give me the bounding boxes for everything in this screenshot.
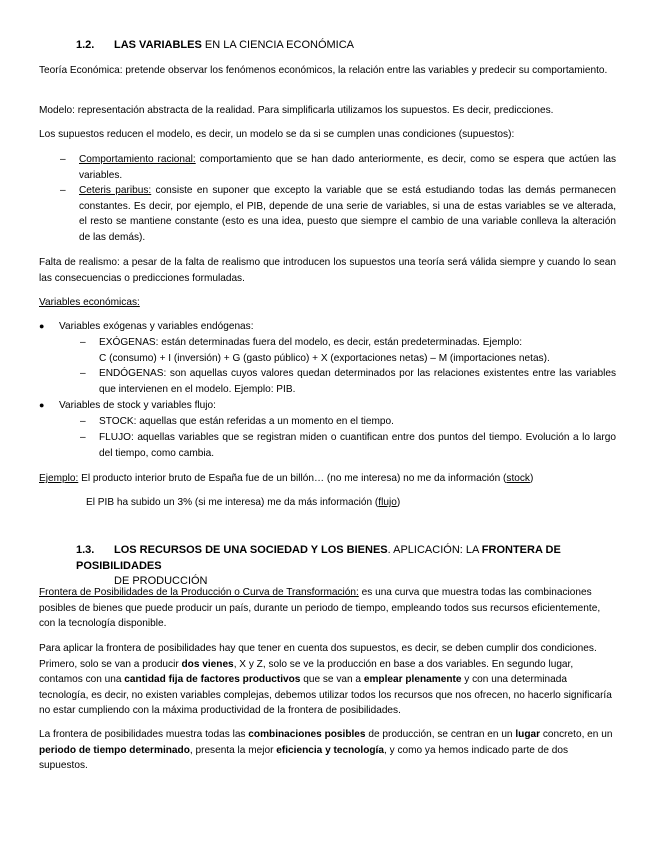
bullet-marker: ● <box>39 400 45 410</box>
text-run: , X y Z, solo se ve la producción en base a dos variables. En segundo lugar, contamos con una <box>39 658 574 685</box>
term-ceteris-paribus: Ceteris paribus: <box>79 185 152 196</box>
stock-word: stock <box>506 473 530 484</box>
paragraph-frontera <box>39 727 616 774</box>
section-title-bold: LAS VARIABLES <box>114 39 202 51</box>
bullet-label: Variables exógenas y variables endógenas: <box>59 321 254 332</box>
dash-marker: – <box>80 337 86 348</box>
text-run: , y como ya hemos indicado parte de dos supuestos. <box>39 744 569 771</box>
bold-periodo-tiempo: periodo de tiempo determinado <box>39 744 190 756</box>
section-title-rest: EN LA CIENCIA ECONÓMICA <box>201 39 355 51</box>
formula-text: C (consumo) + I (inversión) + G (gasto público) + X (exportaciones netas) – M (importaciones netas). <box>99 352 550 364</box>
list-item-comportamiento <box>60 152 616 183</box>
list-item-ceteris-paribus <box>60 183 616 245</box>
bold-eficiencia-tecnologia: eficiencia y tecnología <box>276 744 384 756</box>
paren-close: ) <box>529 473 534 484</box>
ejemplo-text: El PIB ha subido un 3% (si me interesa) me da más información ( <box>86 497 379 508</box>
paren-close: ) <box>396 497 401 508</box>
definition-text: es una curva que muestra todas las combinaciones posibles de bienes que puede producir un país, durante un periodo de tiempo, empleando todos sus recursos eficientemente, con la tecnología disponible. <box>39 587 601 629</box>
ejemplo-line-2 <box>86 495 616 511</box>
section-1-2-heading <box>76 38 616 54</box>
bold-dos-vienes: dos vienes <box>181 658 234 670</box>
term-comportamiento-racional: Comportamiento racional: <box>79 154 196 165</box>
dash-marker: – <box>80 416 86 427</box>
dash-marker: – <box>80 432 86 443</box>
list-item-text <box>79 152 616 183</box>
paragraph-falta-realismo: Falta de realismo: a pesar de la falta de realismo que introducen los supuestos una teoría será válida siempre y cuando lo sean las consecuencias o predicciones formuladas. <box>39 257 616 284</box>
bold-cantidad-fija: cantidad fija de factores productivos <box>124 674 301 685</box>
section-title-bold: LOS RECURSOS DE UNA SOCIEDAD Y LOS BIENES <box>114 544 388 556</box>
section-1-3-heading <box>76 543 616 590</box>
bullet-label: Variables de stock y variables flujo: <box>59 400 216 411</box>
definition-text: comportamiento que se han dado anteriormente, es decir, como se espera que actúen las variables. <box>79 154 616 181</box>
bullet-marker: ● <box>39 321 45 331</box>
paragraph-modelo: Modelo: representación abstracta de la realidad. Para simplificarla utilizamos los supuestos. Es decir, predicciones. <box>39 105 554 116</box>
bold-lugar: lugar <box>515 729 541 740</box>
text-run: La frontera de posibilidades muestra todas las <box>39 729 249 740</box>
paragraph-fpp-definition <box>39 585 616 632</box>
list-item-text: ENDÓGENAS: son aquellas cuyos valores quedan determinados por las relaciones existentes entre las variables que intervienen en el modelo. Ejemplo: PIB. <box>99 368 616 395</box>
list-item-exogenas <box>80 335 616 366</box>
ejemplo-label: Ejemplo: <box>39 473 79 484</box>
text-run: , presenta la mejor <box>189 744 277 756</box>
section-number: 1.3. <box>76 544 95 556</box>
list-item-text: STOCK: aquellas que están referidas a un momento en el tiempo. <box>99 416 394 427</box>
ejemplo-line-1 <box>39 471 616 487</box>
term-fpp: Frontera de Posibilidades de la Producción o Curva de Transformación: <box>39 587 359 598</box>
paragraph-supuestos: Los supuestos reducen el modelo, es decir, un modelo se da si se cumplen unas condiciones (supuestos): <box>39 129 515 140</box>
list-item-stock <box>80 414 616 430</box>
variables-heading: Variables económicas: <box>39 297 140 308</box>
list-item-flujo <box>80 430 616 461</box>
ejemplo-text: El producto interior bruto de España fue de un billón… (no me interesa) no me da información ( <box>78 473 507 484</box>
paragraph-aplicar <box>39 641 616 719</box>
text-run: que se van a <box>300 674 364 685</box>
bullet-group-exogenas-endogenas <box>39 319 616 335</box>
section-title-bold-2: FRONTERA DE POSIBILIDADES <box>76 544 561 572</box>
section-title-line-2: DE PRODUCCIÓN <box>114 575 208 587</box>
section-number: 1.2. <box>76 39 95 51</box>
bullet-group-stock-flujo <box>39 398 616 414</box>
dash-marker: – <box>80 368 86 379</box>
text-run: concreto, en un <box>540 729 613 740</box>
bold-emplear-plenamente: emplear plenamente <box>363 674 462 685</box>
section-title-mid: . APLICACIÓN: LA <box>387 544 482 556</box>
definition-text: consiste en suponer que excepto la variable que se está estudiando todas las demás permanecen constantes. Es decir, por ejemplo, el PIB, depende de una serie de variables, si una de estas variables se ve alterada, el resto se mantiene constante (esto es una idea, puesto que siempre el cambio de una variable conlleva la alteración de las demás). <box>79 185 617 243</box>
text-run: Para aplicar la frontera de posibilidades hay que tener en cuenta dos supuestos, es decir, se deben cumplir dos condiciones. Primero, solo se van a producir <box>39 643 597 670</box>
list-item-text: EXÓGENAS: están determinadas fuera del modelo, es decir, están predeterminadas. Ejemplo: <box>99 337 523 348</box>
paragraph-teoria: Teoría Económica: pretende observar los fenómenos económicos, la relación entre las variables y predecir su comportamiento. <box>39 65 608 76</box>
bold-combinaciones-posibles: combinaciones posibles <box>248 729 366 740</box>
text-run: de producción, se centran en un <box>365 729 516 740</box>
list-item-endogenas <box>80 366 616 397</box>
dash-marker: – <box>60 154 66 165</box>
flujo-word: flujo <box>378 497 397 508</box>
dash-marker: – <box>60 185 66 196</box>
text-run: y con una determinada tecnología, es decir, no existen variables complejas, debemos utilizar todos los recursos que nos ofrecen, no hacerlo significaría no estar cumpliendo con la máxima productividad de la frontera de posibilidades. <box>39 674 612 716</box>
list-item-text <box>79 183 616 245</box>
list-item-text: FLUJO: aquellas variables que se registran miden o cuantifican entre dos puntos del tiempo. Evolución a lo largo del tiempo, como cambia. <box>99 432 616 459</box>
